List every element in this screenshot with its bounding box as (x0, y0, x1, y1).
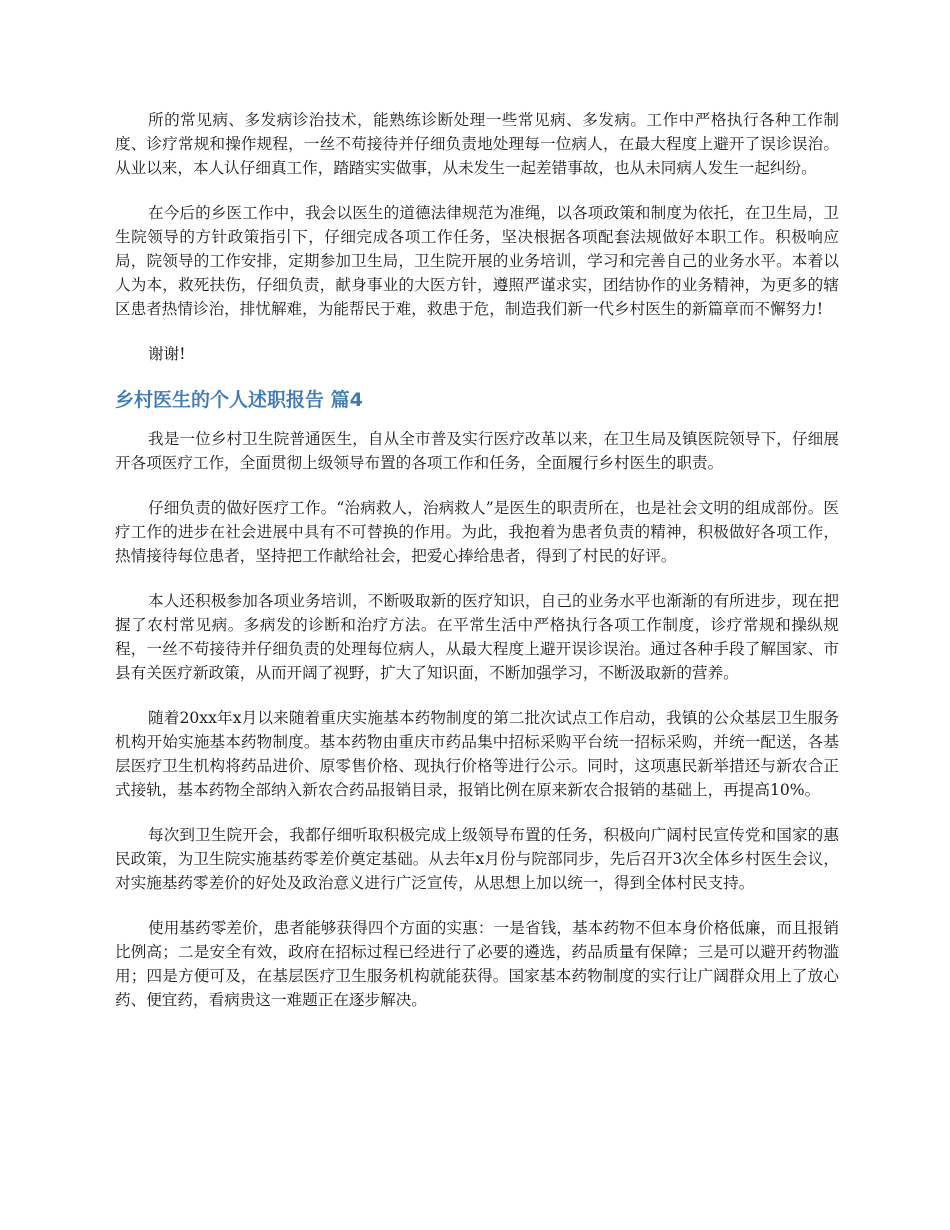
paragraph-continuation: 所的常见病、多发病诊治技术，能熟练诊断处理一些常见病、多发病。工作中严格执行各种工作制度、诊疗常规和操作规程，一丝不苟接待并仔细负责地处理每一位病人，在最大程度上避开了误诊误治。从业以来，本人认仔细真工作，踏踏实实做事，从未发生一起差错事故，也从未同病人发生一起纠纷。 (115, 111, 839, 177)
paragraph-benefits: 使用基药零差价，患者能够获得四个方面的实惠：一是省钱，基本药物不但本身价格低廉，而且报销比例高；二是安全有效，政府在招标过程已经进行了必要的遴选，药品质量有保障；三是可以避开药物滥用；四是方便可及，在基层医疗卫生服务机构就能获得。国家基本药物制度的实行让广阔群众用上了放心药、便宜药，看病贵这一难题正在逐步解决。 (115, 919, 839, 1009)
paragraph-introduction: 我是一位乡村卫生院普通医生，自从全市普及实行医疗改革以来，在卫生局及镇医院领导下，仔细展开各项医疗工作，全面贯彻上级领导布置的各项工作和任务，全面履行乡村医生的职责。 (115, 430, 839, 472)
paragraph-training: 本人还积极参加各项业务培训，不断吸取新的医疗知识，自己的业务水平也渐渐的有所进步，现在把握了农村常见病。多病发的诊断和治疗方法。在平常生活中严格执行各项工作制度，诊疗常规和操纵规程，一丝不苟接待并仔细负责的处理每位病人，从最大程度上避开误诊误治。通过各种手段了解国家、市县有关医疗新政策，从而开阔了视野，扩大了知识面，不断加强学习，不断汲取新的营养。 (115, 592, 839, 682)
paragraph-thanks: 谢谢! (148, 345, 186, 363)
section-heading: 乡村医生的个人述职报告 篇4 (115, 389, 363, 411)
paragraph-medical-work: 仔细负责的做好医疗工作。“治病救人，治病救人”是医生的职责所在，也是社会文明的组成部份。医疗工作的进步在社会进展中具有不可替换的作用。为此，我抱着为患者负责的精神，积极做好各项工作，热情接待每位患者，坚持把工作献给社会，把爱心捧给患者，得到了村民的好评。 (115, 499, 839, 565)
paragraph-meetings: 每次到卫生院开会，我都仔细听取积极完成上级领导布置的任务，积极向广阔村民宣传党和国家的惠民政策，为卫生院实施基药零差价奠定基础。从去年x月份与院部同步，先后召开3次全体乡村医生会议，对实施基药零差价的好处及政治意义进行广泛宣传，从思想上加以统一，得到全体村民支持。 (115, 826, 839, 892)
paragraph-future-commitment: 在今后的乡医工作中，我会以医生的道德法律规范为准绳，以各项政策和制度为依托，在卫生局，卫生院领导的方针政策指引下，仔细完成各项工作任务，坚决根据各项配套法规做好本职工作。积极响应局，院领导的工作安排，定期参加卫生局，卫生院开展的业务培训，学习和完善自己的业务水平。本着以人为本，救死扶伤，仔细负责，献身事业的大医方针，遵照严谨求实，团结协作的业务精神，为更多的辖区患者热情诊治，排忧解难，为能帮民于难，救患于危，制造我们新一代乡村医生的新篇章而不懈努力! (115, 204, 839, 318)
paragraph-essential-drugs: 随着20xx年x月以来随着重庆实施基本药物制度的第二批次试点工作启动，我镇的公众基层卫生服务机构开始实施基本药物制度。基本药物由重庆市药品集中招标采购平台统一招标采购，并统一配送，各基层医疗卫生机构将药品进价、原零售价格、现执行价格等进行公示。同时，这项惠民新举措还与新农合正式接轨，基本药物全部纳入新农合药品报销目录，报销比例在原来新农合报销的基础上，再提高10%。 (115, 709, 839, 799)
document-page (115, 108, 839, 1033)
